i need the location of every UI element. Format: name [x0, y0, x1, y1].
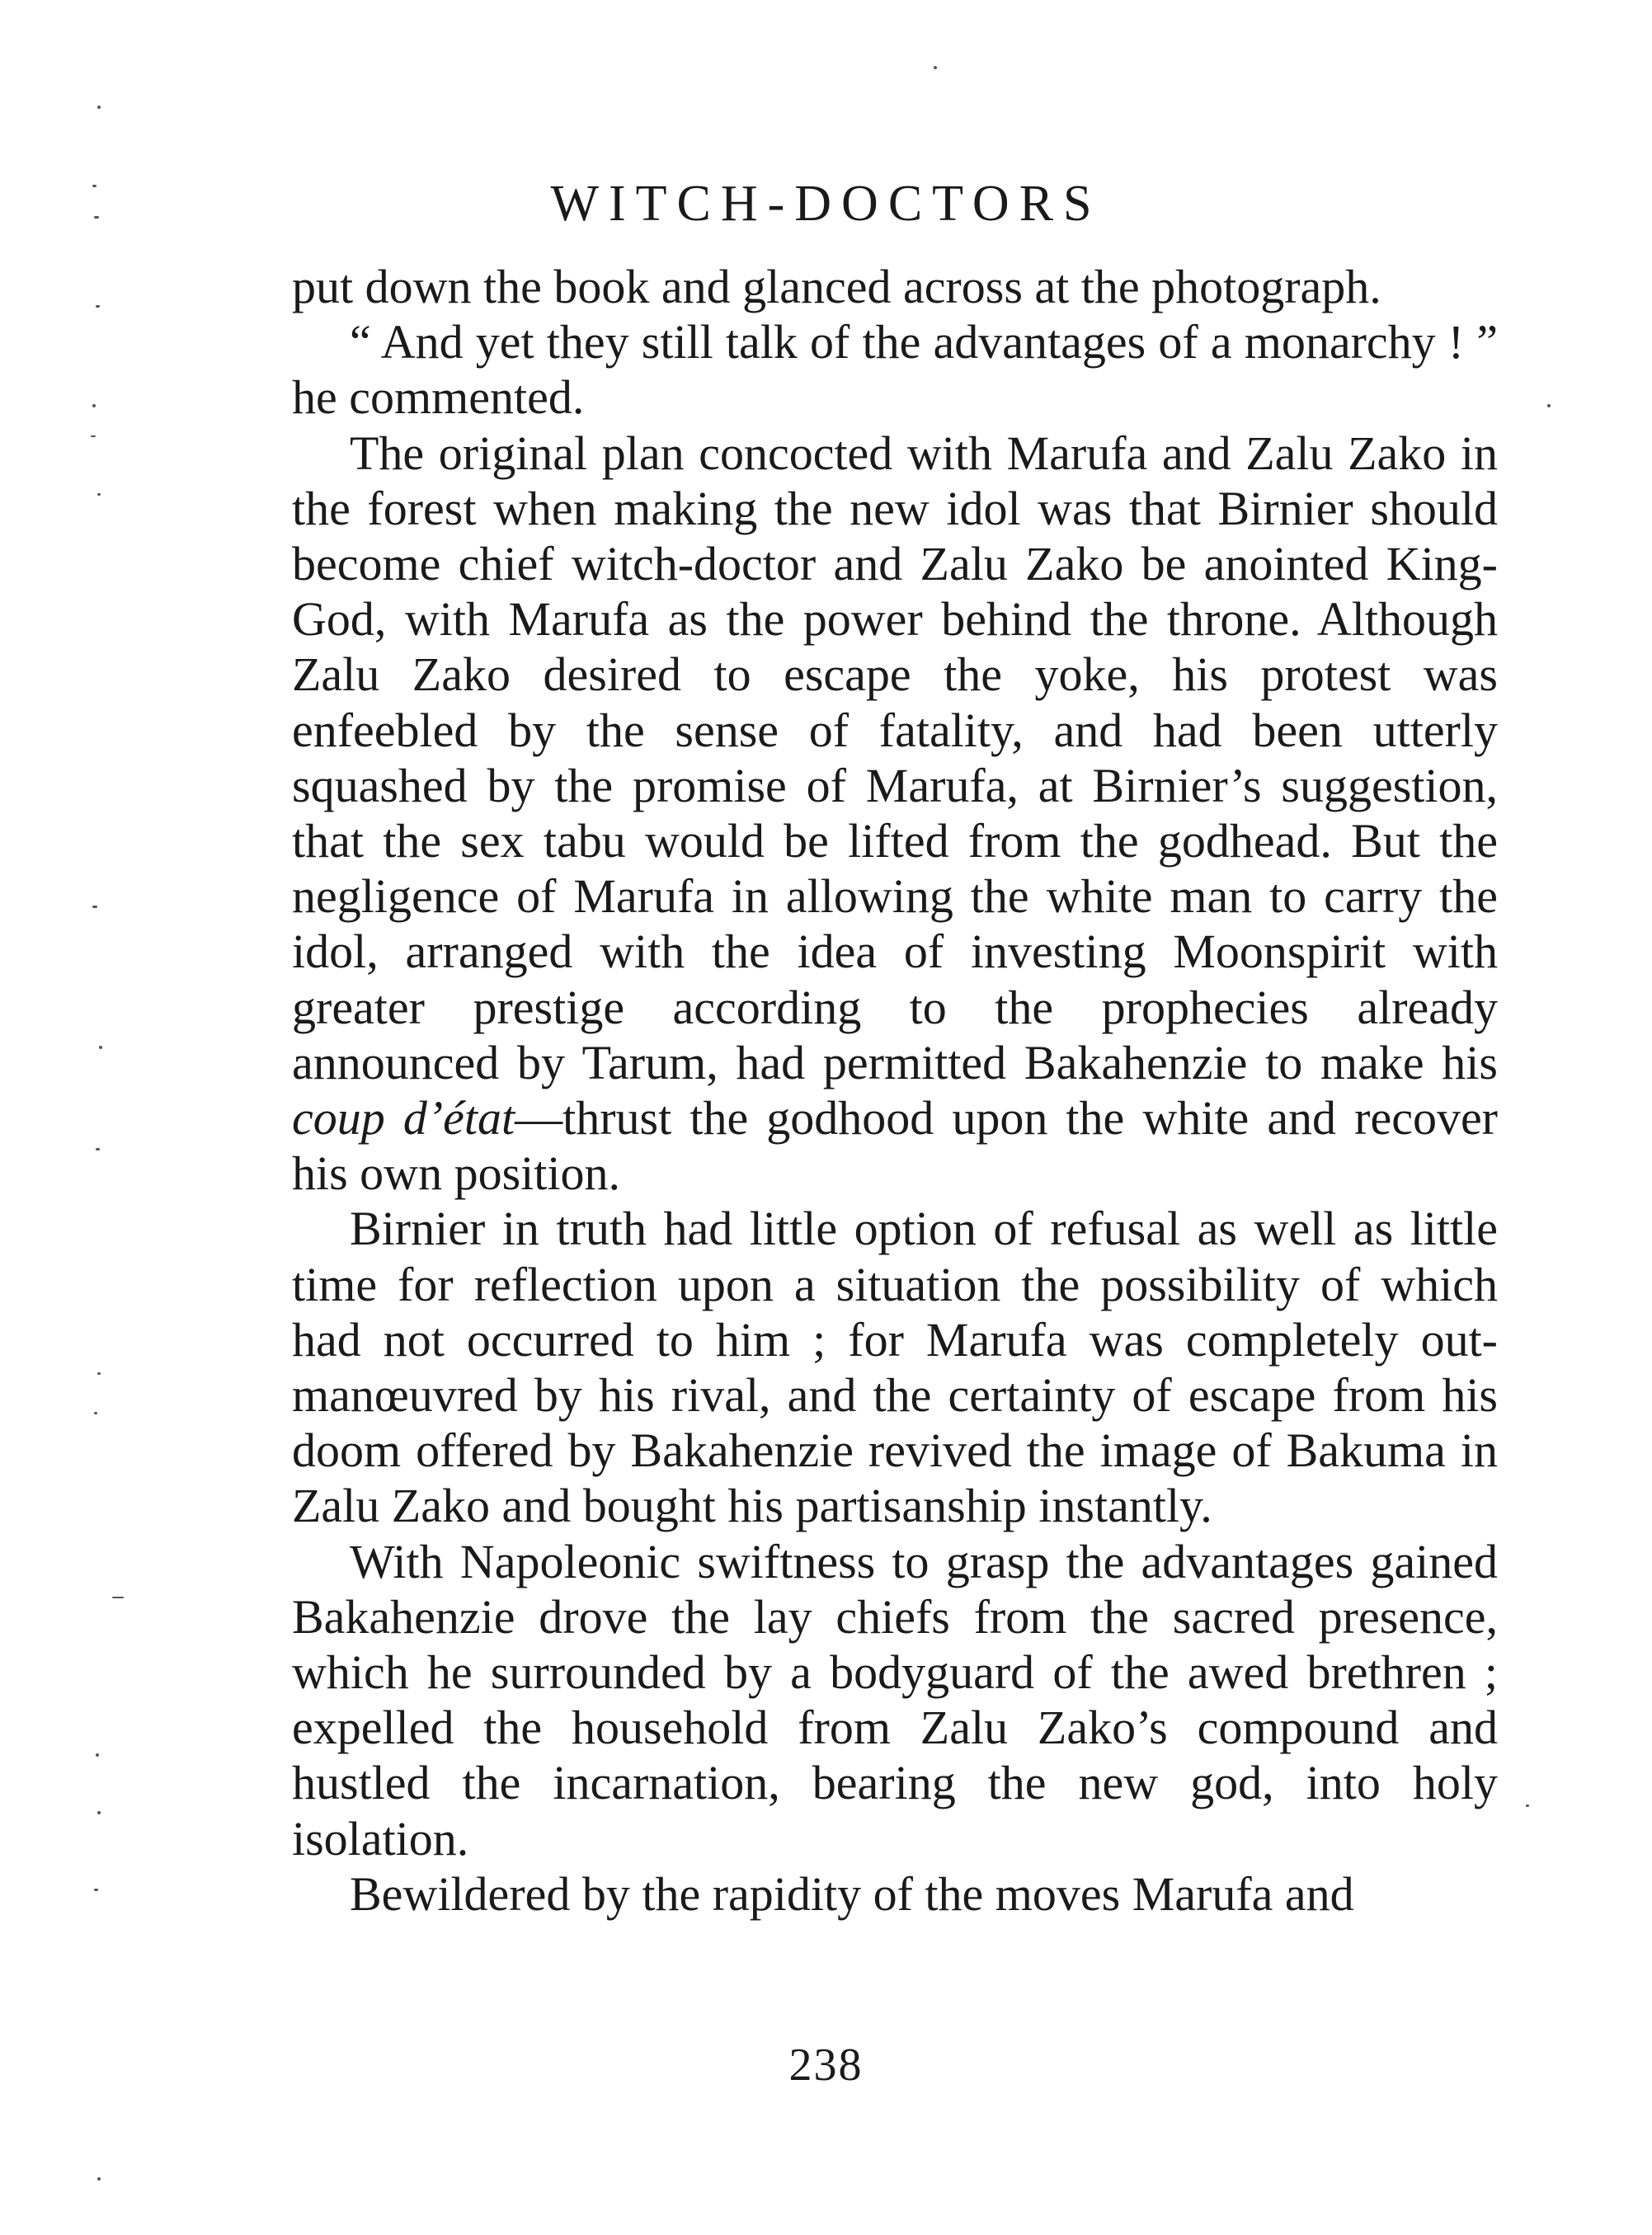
paragraph-3 — [292, 426, 1498, 1202]
paragraph-3-text: The original plan concocted with Marufa and Zalu Zako in the forest when making the new idol was that Birnier should become chief witch-doctor and Zalu Zako be anointed King-God, with Marufa as the power behind the throne. Although Zalu Zako desired to escape the yoke, his protest was enfeebled by the sense of fatality, and had been utterly squashed by the promise of Marufa, at Birnier’s suggestion, that the sex tabu would be lifted from the godhead. But the negligence of Marufa in allowing the white man to carry the idol, arranged with the idea of investing Moonspirit with greater prestige according to the prophecies already announced by Tarum, had permitted Bakahenzie to make his — [292, 426, 1498, 1089]
scan-speck — [91, 435, 96, 437]
running-head: WITCH-DOCTORS — [550, 176, 1102, 232]
scan-speck — [92, 906, 97, 908]
scan-speck — [94, 216, 99, 219]
body-text — [292, 259, 1498, 1922]
page-number: 238 — [788, 2040, 864, 2091]
scan-speck — [99, 1046, 102, 1049]
scan-speck — [97, 1811, 101, 1814]
scan-speck — [94, 1889, 98, 1891]
scan-speck — [94, 1412, 97, 1414]
scan-speck — [92, 404, 96, 407]
scan-speck — [112, 1597, 124, 1598]
scan-speck — [97, 493, 101, 496]
scan-speck — [96, 1753, 99, 1757]
scan-speck — [92, 185, 96, 187]
scan-speck — [96, 1148, 100, 1150]
scan-speck — [1526, 1804, 1529, 1807]
paragraph-1: put down the book and glanced across at the photograph. — [292, 260, 1381, 313]
scan-speck — [96, 305, 100, 308]
italic-phrase: coup d’état — [292, 1091, 515, 1146]
scan-speck — [97, 2177, 101, 2181]
scan-speck — [1547, 404, 1551, 407]
scan-speck — [934, 66, 937, 69]
paragraph-6: Bewildered by the rapidity of the moves Marufa and — [350, 1866, 1354, 1921]
paragraph-3-tail: —thrust the godhood upon the white and recover his own position. — [292, 1091, 1499, 1201]
paragraph-2: “ And yet they still talk of the advantages of a monarchy ! ” he commented. — [292, 315, 1498, 425]
paragraph-5: With Napoleonic swiftness to grasp the advantages gained Bakahenzie drove the lay chiefs from the sacred presence, which he surrounded by a bodyguard of the awed brethren ; expelled the household from Zalu Zako’s compound and hustled the incarnation, bearing the new god, into holy isolation. — [292, 1534, 1498, 1866]
scan-speck — [97, 106, 101, 109]
scan-speck — [97, 1372, 101, 1375]
paragraph-4: Birnier in truth had little option of refusal as well as little time for reflection upon a situation the possibility of which had not occurred to him ; for Marufa was completely out-manœuvred by his rival, and the certainty of escape from his doom offered by Bakahenzie revived the image of Bakuma in Zalu Zako and bought his partisanship instantly. — [292, 1202, 1498, 1533]
